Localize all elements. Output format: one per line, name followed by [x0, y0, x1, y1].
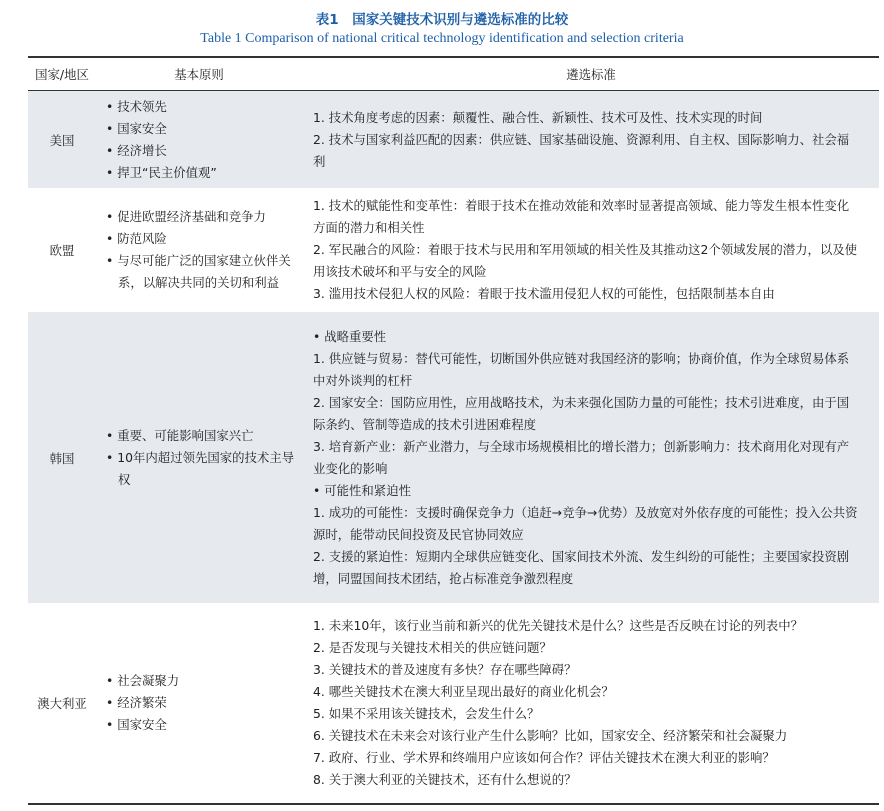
table-title-cn: 表1 国家关键技术识别与遴选标准的比较	[315, 12, 569, 28]
criterion-item: 2. 是否发现与关键技术相关的供应链问题？	[313, 640, 552, 656]
criteria-cell	[303, 91, 879, 189]
criterion-heading: • 可能性和紧迫性	[313, 480, 861, 502]
criteria-cell	[303, 189, 879, 312]
criterion-item: 2. 国家安全：国防应用性，应用战略技术，为未来强化国防力量的可能性；技术引进难度，由于国际条约、管制等造成的技术引进困难程度	[313, 394, 850, 432]
principle-item: • 社会凝聚力	[106, 670, 302, 692]
principle-item: • 国家安全	[106, 118, 302, 140]
criterion-item: 5. 如果不采用该关键技术，会发生什么？	[313, 706, 540, 722]
principle-item: • 经济繁荣	[106, 692, 302, 714]
table-header-row	[28, 57, 879, 91]
criterion-item: 1. 技术角度考虑的因素：颠覆性、融合性、新颖性、技术可及性、技术实现的时间	[313, 109, 763, 125]
criterion-item: 1. 供应链与贸易：替代可能性，切断国外供应链对我国经济的影响；协商价值，作为全球贸易体系中对外谈判的杠杆	[313, 350, 850, 388]
criterion-item: 1. 成功的可能性：支援时确保竞争力（追赶→竞争→优势）及放宽对外依存度的可能性；投入公共资源时，能带动民间投资及民官协同效应	[313, 504, 858, 542]
criterion-item: 3. 关键技术的普及速度有多快？存在哪些障碍？	[313, 662, 577, 678]
principle-item: • 重要、可能影响国家兴亡	[106, 425, 302, 447]
criteria-cell	[303, 312, 879, 604]
table-row-korea	[28, 312, 879, 604]
criterion-item: 2. 军民融合的风险：着眼于技术与民用和军用领域的相关性及其推动这2个领域发展的潜力，以及使用该技术破坏和平与安全的风险	[313, 242, 858, 279]
criterion-item: 3. 滥用技术侵犯人权的风险：着眼于技术滥用侵犯人权的可能性，包括限制基本自由	[313, 286, 775, 301]
country-cell: 美国	[28, 91, 96, 189]
principles-cell	[96, 312, 303, 604]
table-row-eu	[28, 189, 879, 312]
criterion-item: 2. 支援的紧迫性：短期内全球供应链变化、国家间技术外流、发生纠纷的可能性；主要国家投资剧增，同盟国间技术团结，抢占标准竞争激烈程度	[313, 548, 850, 586]
principle-item: • 经济增长	[106, 140, 302, 162]
principles-cell	[96, 91, 303, 189]
criterion-item: 2. 技术与国家利益匹配的因素：供应链、国家基础设施、资源利用、自主权、国际影响力、社会福利	[313, 131, 850, 169]
table-row-usa	[28, 91, 879, 189]
principle-item: • 与尽可能广泛的国家建立伙伴关系，以解决共同的关切和利益	[106, 250, 302, 294]
principle-item: • 国家安全	[106, 714, 302, 736]
principle-item: • 技术领先	[106, 96, 302, 118]
criterion-item: 7. 政府、行业、学术界和终端用户应该如何合作？评估关键技术在澳大利亚的影响？	[313, 750, 775, 766]
principle-item: • 10年内超过领先国家的技术主导权	[106, 447, 302, 491]
criterion-item: 1. 未来10年，该行业当前和新兴的优先关键技术是什么？这些是否反映在讨论的列表中？	[313, 618, 803, 634]
table-row-australia	[28, 604, 879, 804]
principle-item: • 促进欧盟经济基础和竞争力	[106, 206, 302, 228]
principles-cell	[96, 604, 303, 804]
country-cell: 澳大利亚	[28, 604, 96, 804]
principles-cell	[96, 189, 303, 312]
country-cell: 韩国	[28, 312, 96, 604]
table-title-en: Table 1 Comparison of national critical technology identification and selection criteria	[200, 31, 684, 46]
criterion-item: 6. 关键技术在未来会对该行业产生什么影响？比如，国家安全、经济繁荣和社会凝聚力	[313, 728, 788, 744]
header-principles: 基本原则	[96, 57, 303, 91]
country-cell: 欧盟	[28, 189, 96, 312]
criterion-item: 1. 技术的赋能性和变革性：着眼于技术在推动效能和效率时显著提高领域、能力等发生根本性变化方面的潜力和相关性	[313, 198, 850, 235]
header-criteria: 遴选标准	[303, 57, 879, 91]
principle-item: • 捍卫“民主价值观”	[106, 162, 302, 184]
criterion-item: 4. 哪些关键技术在澳大利亚呈现出最好的商业化机会？	[313, 684, 614, 700]
criterion-heading: • 战略重要性	[313, 326, 861, 348]
principle-item: • 防范风险	[106, 228, 302, 250]
header-country: 国家/地区	[28, 57, 96, 91]
comparison-table	[28, 56, 879, 805]
criteria-cell	[303, 604, 879, 804]
criterion-item: 3. 培育新产业：新产业潜力，与全球市场规模相比的增长潜力；创新影响力：技术商用化对现有产业变化的影响	[313, 438, 850, 476]
criterion-item: 8. 关于澳大利亚的关键技术，还有什么想说的？	[313, 772, 577, 788]
